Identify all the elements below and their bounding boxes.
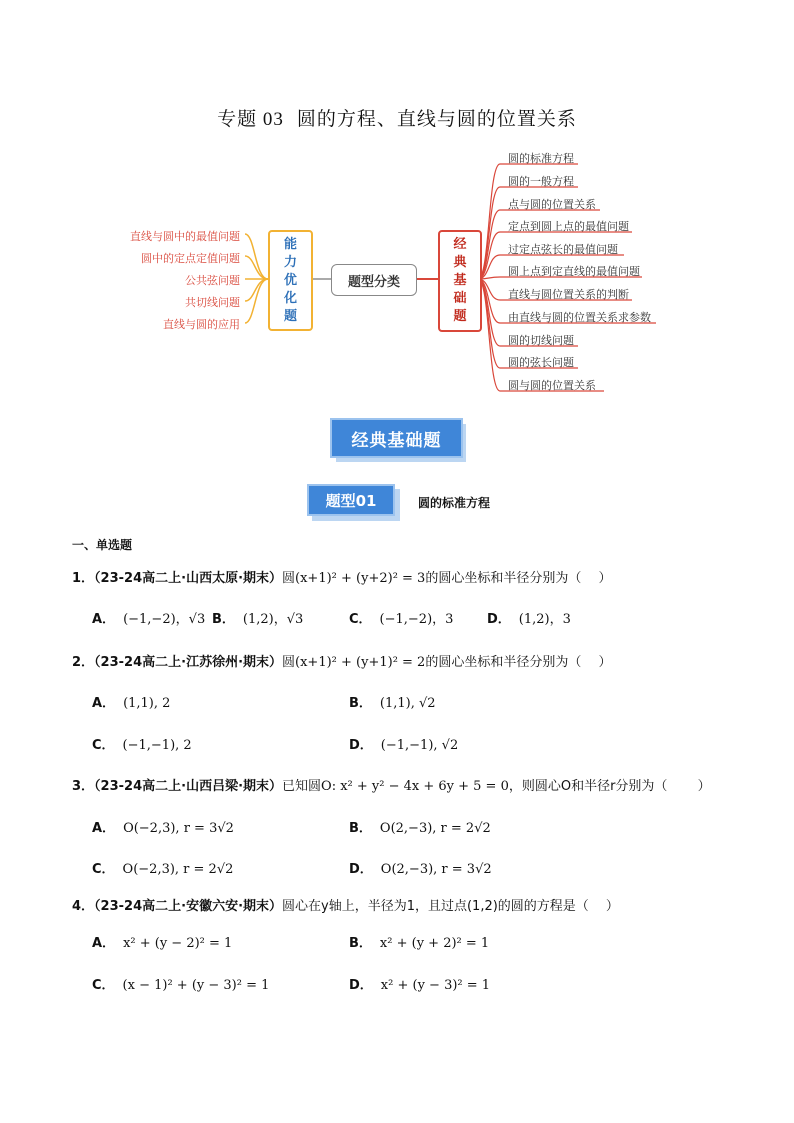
basic-item: 圆的切线问题 <box>508 334 574 347</box>
question-text: 圆心在y轴上，半径为1，且过点(1,2)的圆的方程是（ ） <box>282 899 619 914</box>
basic-item: 圆上点到定直线的最值问题 <box>508 265 640 278</box>
basic-item: 定点到圆上点的最值问题 <box>508 220 629 233</box>
option-b[interactable]: B． O(2,−3), r = 2√2 <box>349 821 491 836</box>
ability-item: 共切线问题 <box>185 296 240 309</box>
section-heading: 一、单选题 <box>72 538 133 552</box>
question-text: ，则圆心O和半径r分别为（ ） <box>508 779 711 794</box>
basic-item: 点与圆的位置关系 <box>508 198 596 211</box>
option-b[interactable]: B． (1,2)，√3 <box>212 612 304 627</box>
question-text: 的圆心坐标和半径分别为（ ） <box>425 571 612 586</box>
option-d[interactable]: D． (−1,−1), √2 <box>349 738 459 753</box>
question-source: （23-24高二上·安徽六安·期末） <box>94 899 283 914</box>
option-c[interactable]: C． (x − 1)² + (y − 3)² = 1 <box>92 978 270 993</box>
option-b[interactable]: B． (1,1), √2 <box>349 696 436 711</box>
question-number: 4． <box>72 899 95 914</box>
question-number: 1． <box>72 571 95 586</box>
section-banner <box>330 418 463 458</box>
page-title <box>0 104 794 131</box>
title-number: 专题 03 <box>217 109 284 130</box>
ability-item: 公共弦问题 <box>185 274 240 287</box>
question-2 <box>72 651 611 670</box>
question-text: 已知圆 <box>282 779 322 794</box>
question-formula: (x+1)² + (y+2)² = 3 <box>295 571 426 586</box>
option-d[interactable]: D． O(2,−3), r = 3√2 <box>349 862 492 877</box>
category-box: 题型分类 <box>331 264 417 296</box>
ability-item: 圆中的定点定值问题 <box>141 252 240 265</box>
ability-box-label: 能 力 优 化 题 <box>283 236 297 324</box>
basic-item: 圆与圆的位置关系 <box>508 379 596 392</box>
question-3 <box>72 775 711 794</box>
question-text: 圆 <box>282 571 296 586</box>
option-b[interactable]: B． x² + (y + 2)² = 1 <box>349 936 490 951</box>
type-label: 圆的标准方程 <box>418 496 491 510</box>
question-source: （23-24高二上·江苏徐州·期末） <box>94 655 283 670</box>
question-source: （23-24高二上·山西吕梁·期末） <box>94 779 283 794</box>
basic-item: 由直线与圆的位置关系求参数 <box>508 311 651 324</box>
question-text: 圆 <box>282 655 296 670</box>
question-number: 2． <box>72 655 95 670</box>
question-source: （23-24高二上·山西太原·期末） <box>94 571 283 586</box>
type-tag-label: 题型01 <box>307 484 395 516</box>
basic-box-label: 经 典 基 础 题 <box>453 237 467 324</box>
basic-item: 圆的弦长问题 <box>508 356 574 369</box>
ability-item: 直线与圆中的最值问题 <box>130 230 240 243</box>
option-c[interactable]: C． O(−2,3), r = 2√2 <box>92 862 234 877</box>
ability-box <box>268 230 313 331</box>
question-1 <box>72 567 611 586</box>
question-4 <box>72 895 619 914</box>
question-formula: O: x² + y² − 4x + 6y + 5 = 0 <box>321 779 509 794</box>
option-d[interactable]: D． (1,2)，3 <box>487 612 571 627</box>
title-text: 圆的方程、直线与圆的位置关系 <box>296 108 577 130</box>
option-a[interactable]: A． x² + (y − 2)² = 1 <box>92 936 233 951</box>
question-formula: (x+1)² + (y+1)² = 2 <box>295 655 426 670</box>
section-banner-label: 经典基础题 <box>330 418 463 458</box>
basic-item: 圆的一般方程 <box>508 175 574 188</box>
ability-item: 直线与圆的应用 <box>163 318 240 331</box>
basic-item: 直线与圆位置关系的判断 <box>508 288 629 301</box>
basic-item: 过定点弦长的最值问题 <box>508 243 618 256</box>
option-c[interactable]: C． (−1,−1), 2 <box>92 738 192 753</box>
basic-box <box>438 230 482 332</box>
option-a[interactable]: A． O(−2,3), r = 3√2 <box>92 821 234 836</box>
option-a[interactable]: A． (−1,−2)，√3 <box>92 612 206 627</box>
question-text: 的圆心坐标和半径分别为（ ） <box>425 655 612 670</box>
option-c[interactable]: C． (−1,−2)，3 <box>349 612 454 627</box>
basic-item: 圆的标准方程 <box>508 152 574 165</box>
option-d[interactable]: D． x² + (y − 3)² = 1 <box>349 978 491 993</box>
mind-map <box>0 140 794 405</box>
type-tag <box>307 484 397 518</box>
question-number: 3． <box>72 779 95 794</box>
option-a[interactable]: A． (1,1), 2 <box>92 696 171 711</box>
